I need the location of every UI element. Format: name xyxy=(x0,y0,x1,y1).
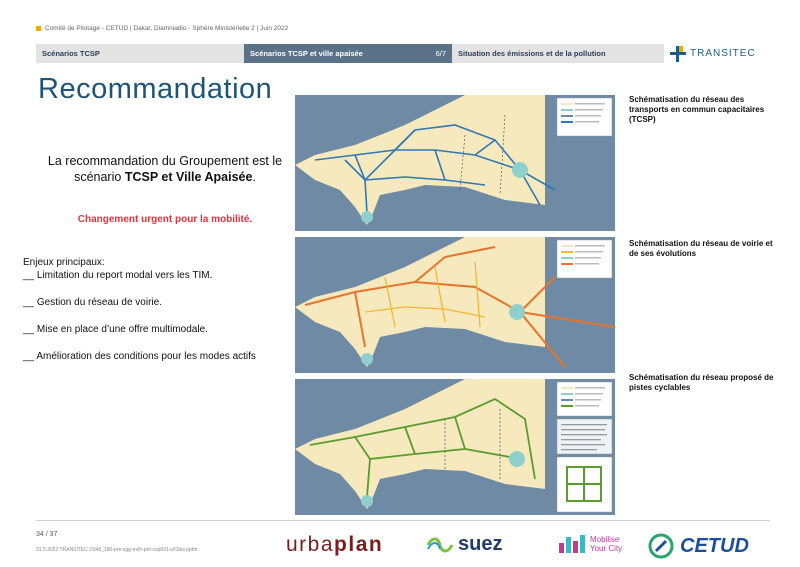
map-tcsp-drawing xyxy=(295,95,615,231)
meta-line xyxy=(36,25,288,32)
suez-logo xyxy=(426,533,502,556)
meta-line-text: Comité de Pilotage - CETUD | Dakar, Diamniadio - Sphère Ministérielle 2 | Juin 2022 xyxy=(45,25,289,32)
urgent-statement: Changement urgent pour la mobilité. xyxy=(77,214,253,225)
transitec-logo xyxy=(670,44,756,63)
map-voirie-drawing xyxy=(295,237,615,373)
suez-wave-icon xyxy=(426,535,454,555)
tab-label: Scénarios TCSP et ville apaisée xyxy=(250,49,363,58)
cetud-mark-icon xyxy=(646,533,676,559)
enjeux-item: __ Gestion du réseau de voirie. xyxy=(23,297,162,308)
caption-tcsp: Schématisation du réseau des transports en commun capacitaires (TCSP) xyxy=(629,95,765,124)
map-cyclable-drawing xyxy=(295,379,615,515)
tab-scenarios-tcsp[interactable] xyxy=(36,44,244,63)
mobilise-line-2: Your City xyxy=(590,544,623,553)
enjeux-item: __ Mise en place d’une offre multimodale. xyxy=(23,324,208,335)
enjeux-list xyxy=(23,256,293,363)
footer-divider xyxy=(36,520,770,521)
caption-pistes-cyclables: Schématisation du réseau proposé de pistes cyclables xyxy=(629,373,774,392)
map-voirie xyxy=(295,237,615,373)
tab-page-indicator: 6/7 xyxy=(435,49,446,58)
tab-label: Scénarios TCSP xyxy=(42,49,100,58)
enjeux-item: __ Amélioration des conditions pour les modes actifs xyxy=(23,351,256,362)
page-number: 34 / 37 xyxy=(36,531,58,538)
intro-text xyxy=(36,153,294,185)
tab-emissions-pollution[interactable] xyxy=(452,44,664,63)
caption-voirie: Schématisation du réseau de voirie et de ses évolutions xyxy=(629,239,773,258)
intro-bold: TCSP et Ville Apaisée xyxy=(124,170,253,184)
tab-scenarios-tcsp-ville-apaisee[interactable] xyxy=(244,44,452,63)
map-pistes-cyclables xyxy=(295,379,615,515)
transitec-mark-icon xyxy=(670,46,686,62)
page-title: Recommandation xyxy=(38,73,273,105)
intro-after: . xyxy=(252,170,256,184)
enjeux-item: __ Limitation du report modal vers les TIM. xyxy=(23,270,213,281)
enjeux-heading: Enjeux principaux: xyxy=(23,257,105,268)
cetud-logo xyxy=(646,533,749,559)
footer-meta: 31.5.2022 TRANSITEC D345_180-pre-sgg-mch-pef-cop601-v01bis.pptm xyxy=(36,547,198,553)
intro-before: La recommandation du Groupement est le scénario xyxy=(47,154,283,184)
transitec-logo-text: TRANSITEC xyxy=(690,48,756,59)
tab-label: Situation des émissions et de la pollution xyxy=(458,49,606,58)
urbaplan-logo-text-bold: plan xyxy=(334,533,384,556)
mobilise-line-1: Mobilise xyxy=(590,535,620,544)
section-nav xyxy=(36,44,664,63)
urbaplan-logo xyxy=(286,533,383,557)
bullet-square-icon xyxy=(36,26,41,31)
suez-logo-text: suez xyxy=(458,533,503,555)
city-skyline-icon xyxy=(557,533,587,555)
mobilise-logo-text xyxy=(590,535,622,553)
urbaplan-logo-text: urba xyxy=(286,533,335,556)
mobilise-your-city-logo xyxy=(557,533,622,555)
map-tcsp xyxy=(295,95,615,231)
cetud-logo-text: CETUD xyxy=(680,534,749,557)
